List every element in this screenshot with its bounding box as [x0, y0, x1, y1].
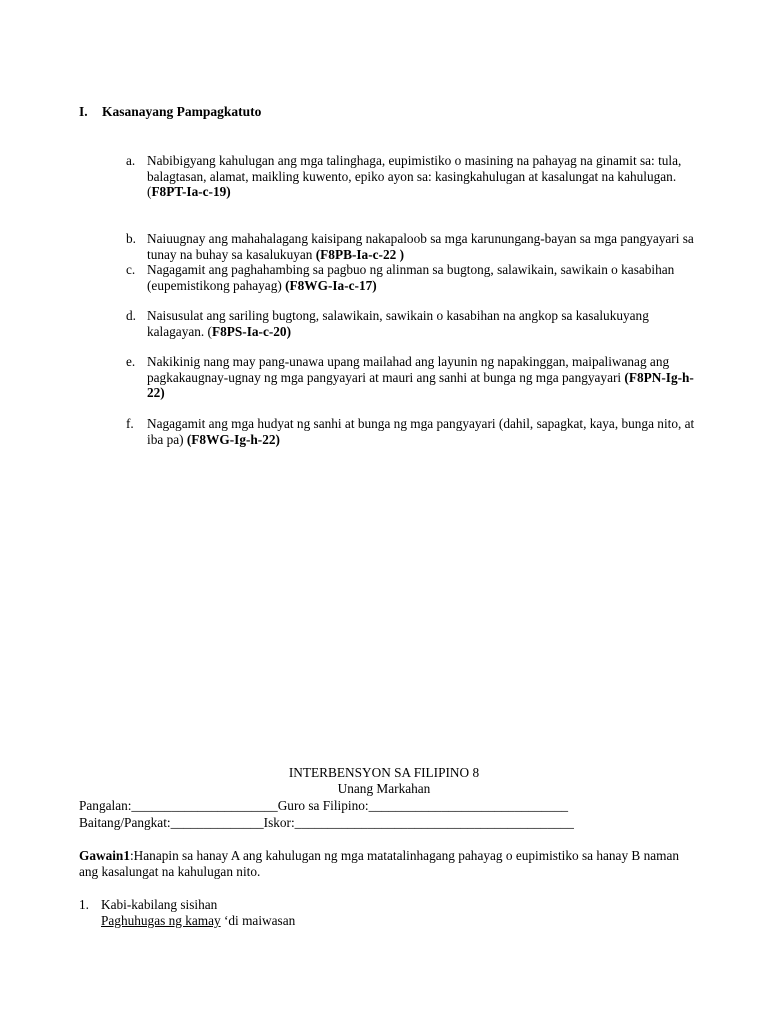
name-teacher-line: Pangalan:______________________Guro sa Filipino:______________________________ — [79, 798, 569, 813]
section-heading — [79, 104, 261, 120]
competency-code: (F8WG-Ia-c-17) — [285, 277, 377, 293]
item-text: Nagagamit ang mga hudyat ng sanhi at bunga ng mga pangyayari (dahil, sapagkat, kaya, bunga nito, at iba pa) — [147, 416, 695, 447]
worksheet-title: INTERBENSYON SA FILIPINO 8 — [288, 765, 480, 780]
item-1-line-1: Kabi-kabilang sisihan — [101, 897, 218, 912]
competency-item-a — [126, 153, 706, 200]
grade-score-line: Baitang/Pangkat:______________Iskor:__________________________________________ — [79, 815, 574, 830]
worksheet-subtitle: Unang Markahan — [337, 781, 431, 796]
competency-item-b — [126, 231, 706, 262]
item-text: Naisusulat ang sariling bugtong, salawikain, sawikain o kasabihan na angkop sa kasalukuyang kalagayan. ( — [147, 308, 649, 339]
item-1-number: 1. — [79, 897, 89, 912]
item-1-line-2 — [101, 913, 295, 929]
item-letter: a. — [126, 153, 136, 168]
competency-code: F8PT-Ia-c-19) — [151, 184, 231, 199]
section-number: I. — [79, 104, 88, 119]
competency-item-c — [126, 262, 706, 293]
competency-code: (F8WG-Ig-h-22) — [186, 431, 280, 447]
underlined-phrase: Paghuhugas ng kamay — [101, 913, 221, 928]
section-title: Kasanayang Pampagkatuto — [102, 104, 262, 119]
competency-code: (F8PN-Ig-h-22) — [147, 369, 694, 400]
gawain-label: Gawain1 — [79, 848, 130, 863]
item-text: Naiuugnay ang mahahalagang kaisipang nakapaloob sa mga karunungang-bayan sa mga pangyayari sa tunay na buhay sa kasalukuyan — [147, 231, 694, 262]
item-letter: c. — [126, 262, 136, 277]
competency-item-e — [126, 354, 706, 401]
item-letter: e. — [126, 354, 136, 369]
competency-item-d — [126, 308, 706, 339]
item-letter: f. — [126, 416, 134, 431]
item-text: Nagagamit ang paghahambing sa pagbuo ng alinman sa bugtong, salawikain, sawikain o kasabihan (eupemistikong pahayag) — [147, 262, 675, 293]
gawain-instructions — [79, 848, 699, 879]
item-text: Nakikinig nang may pang-unawa upang mailahad ang layunin ng napakinggan, maipaliwanag ang pagkakaugnay-ugnay ng mga pangyayari at mauri ang sanhi at bunga ng mga pangyayari — [147, 354, 670, 385]
competency-item-f — [126, 416, 706, 447]
item-text: Nabibigyang kahulugan ang mga talinghaga, eupimistiko o masining na pahayag na ginamit sa: tula, balagtasan, alamat, maikling kuwento, epiko ayon sa: kasingkahulugan at kasalungat na kahulugan. ( — [147, 153, 682, 199]
competency-code: F8PS-Ia-c-20) — [211, 323, 292, 339]
item-letter: d. — [126, 308, 136, 323]
competency-code: (F8PB-Ia-c-22 ) — [315, 246, 404, 262]
item-1-rest: ‘di maiwasan — [220, 913, 296, 928]
item-letter: b. — [126, 231, 136, 246]
gawain-text: :Hanapin sa hanay A ang kahulugan ng mga matatalinhagang pahayag o eupimistiko sa hanay B naman ang kasalungat na kahulugan nito. — [79, 848, 680, 879]
